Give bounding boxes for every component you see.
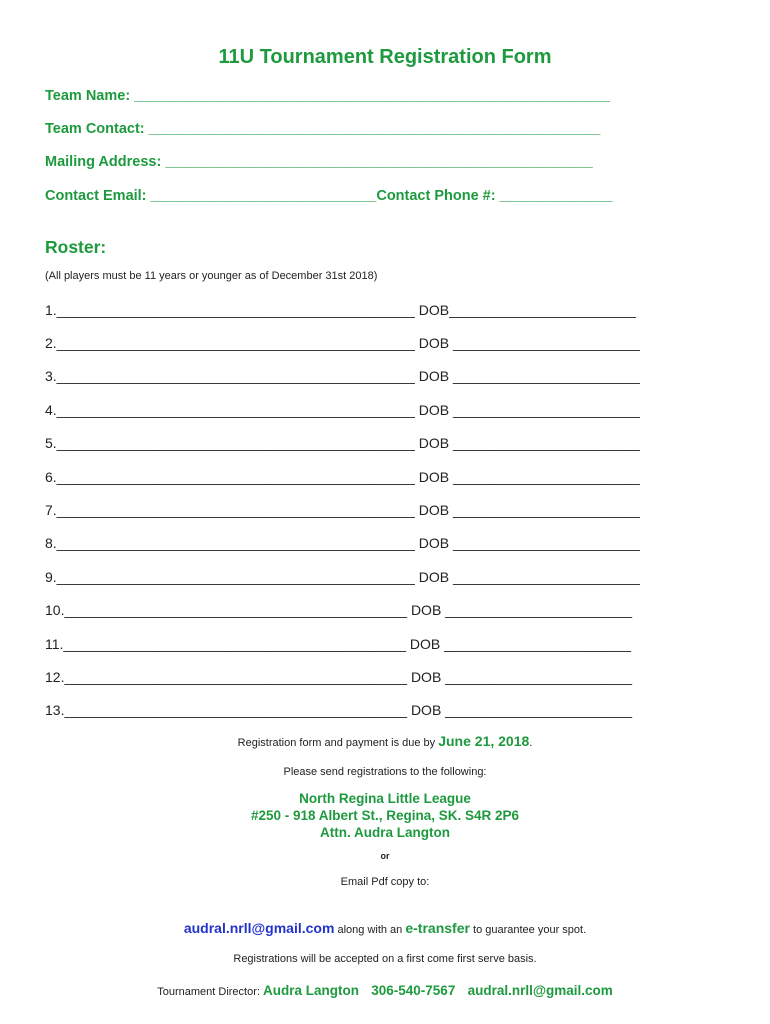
org-attn: Attn. Audra Langton — [320, 825, 450, 840]
contact-phone-field[interactable]: Contact Phone #: ______________ — [376, 188, 613, 204]
contact-email-field[interactable]: Contact Email: ____________________________ — [45, 188, 377, 204]
org-name: North Regina Little League — [299, 791, 471, 806]
along-text: along with an — [337, 924, 403, 936]
roster-row[interactable]: 9.______________________________________________ DOB ________________________ — [45, 569, 640, 585]
director-name: Audra Langton — [263, 983, 360, 998]
roster-row[interactable]: 11.____________________________________________ DOB ________________________ — [45, 636, 631, 652]
team-name-field[interactable]: Team Name: ___________________________________________________________ — [45, 88, 610, 104]
contact-row — [45, 188, 613, 204]
due-line — [0, 733, 770, 749]
email-line — [0, 920, 770, 936]
roster-row[interactable]: 1.______________________________________________ DOB________________________ — [45, 302, 636, 318]
first-come-text: Registrations will be accepted on a first come first serve basis. — [233, 953, 537, 965]
roster-note: (All players must be 11 years or younger as of December 31st 2018) — [45, 270, 378, 282]
mailing-block — [0, 790, 770, 841]
director-phone: 306-540-7567 — [371, 983, 456, 998]
director-label: Tournament Director: — [157, 986, 260, 998]
director-email-link[interactable]: audral.nrll@gmail.com — [467, 983, 613, 998]
roster-row[interactable]: 12.____________________________________________ DOB ________________________ — [45, 669, 633, 685]
or-separator: or — [380, 851, 390, 861]
roster-row[interactable]: 8.______________________________________________ DOB ________________________ — [45, 535, 640, 551]
due-period: . — [529, 737, 533, 749]
send-instructions: Please send registrations to the following: — [283, 766, 487, 778]
roster-row[interactable]: 3.______________________________________________ DOB ________________________ — [45, 368, 640, 384]
team-contact-field[interactable]: Team Contact: ________________________________________________________ — [45, 121, 601, 137]
roster-row[interactable]: 4.______________________________________________ DOB ________________________ — [45, 402, 640, 418]
director-line — [0, 983, 770, 998]
due-date: June 21, 2018 — [438, 733, 530, 749]
roster-row[interactable]: 7.______________________________________________ DOB ________________________ — [45, 502, 640, 518]
mailing-address-field[interactable]: Mailing Address: _____________________________________________________ — [45, 154, 593, 170]
roster-heading: Roster: — [45, 237, 107, 257]
org-address: #250 - 918 Albert St., Regina, SK. S4R 2P6 — [250, 808, 520, 823]
due-text: Registration form and payment is due by — [237, 737, 436, 749]
roster-row[interactable]: 2.______________________________________________ DOB ________________________ — [45, 335, 640, 351]
email-pdf-text: Email Pdf copy to: — [340, 876, 430, 888]
roster-row[interactable]: 10.____________________________________________ DOB ________________________ — [45, 602, 633, 618]
roster-row[interactable]: 5.______________________________________________ DOB ________________________ — [45, 435, 640, 451]
roster-row[interactable]: 13.____________________________________________ DOB ________________________ — [45, 702, 633, 718]
roster-row[interactable]: 6.______________________________________________ DOB ________________________ — [45, 469, 640, 485]
registration-email-link[interactable]: audral.nrll@gmail.com — [183, 920, 335, 936]
form-title: 11U Tournament Registration Form — [218, 46, 552, 68]
guarantee-text: to guarantee your spot. — [473, 924, 587, 936]
etransfer-text: e-transfer — [405, 920, 470, 936]
